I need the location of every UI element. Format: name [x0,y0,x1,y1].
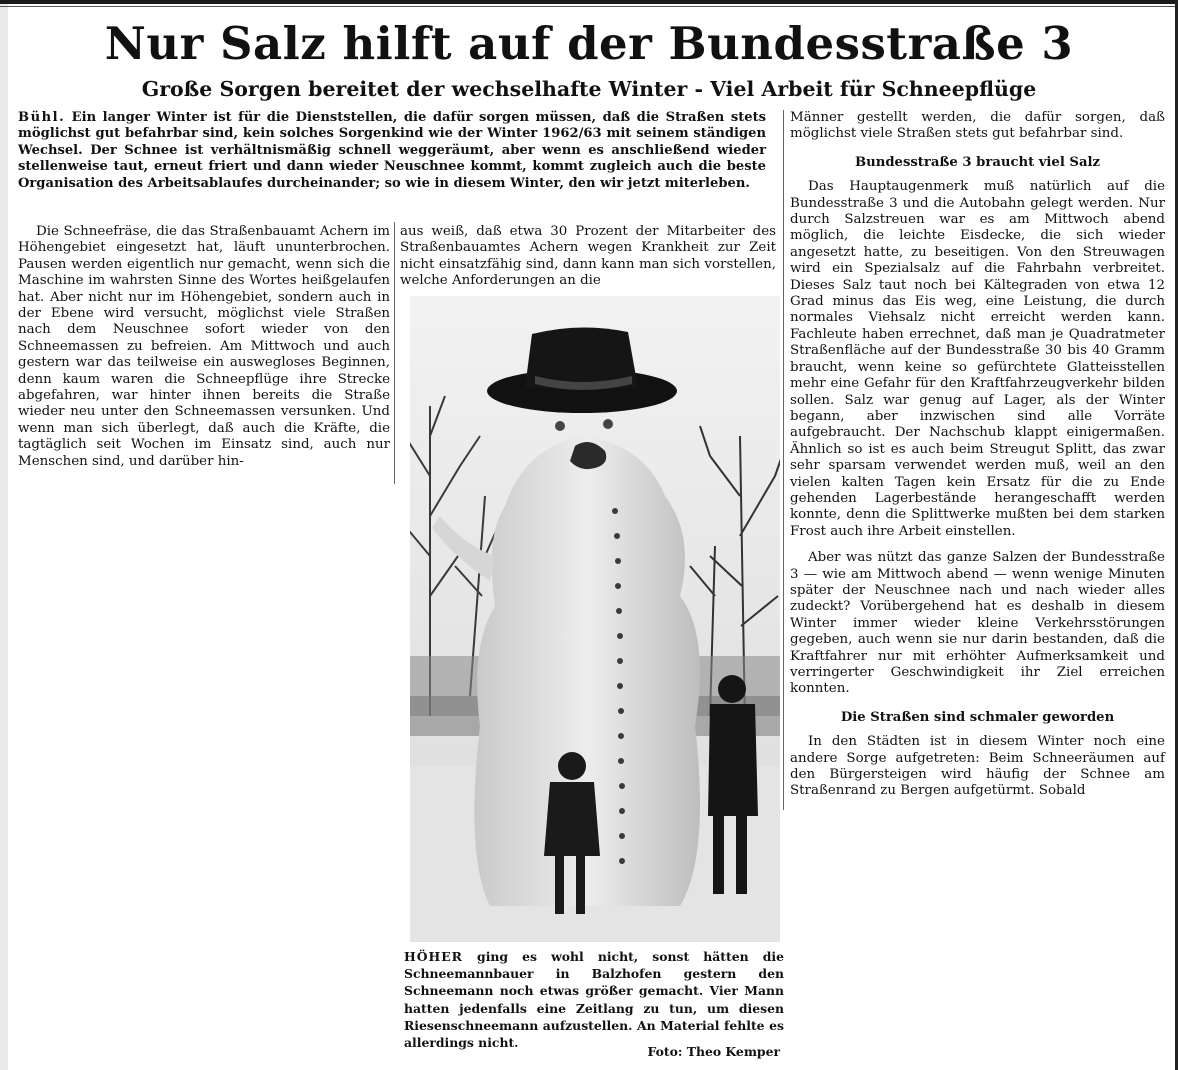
snowman-photo [410,296,780,942]
article-column-right [790,110,1165,800]
paragraph-traffic: Aber was nützt das ganze Salzen der Bundesstraße 3 — wie am Mittwoch abend — wenn wenige Minuten später der Neuschnee nach und nach wieder alles zudeckt? Vorübergehend hat es deshalb in diesem Winter immer wieder kleine Verkehrsstörungen gegeben, auch wenn sie nur darin bestanden, daß die Kraftfahrer nur mit erhöhter Aufmerksamkeit und verringerter Geschwindigkeit ihr Ziel erreichen konnten. [790,550,1165,697]
caption-lead: HÖHER [404,949,463,964]
photo-caption [404,948,784,1051]
snowman-photo-image [410,296,780,942]
column-left-text: Die Schneefräse, die das Straßenbauamt Achern im Höhengebiet eingesetzt hat, läuft ununterbrochen. Pausen werden eigentlich nur gemacht, wenn sich die Maschine im wahrsten Sinne des Wortes heißgelaufen hat. Aber nicht nur im Höhengebiet, sondern auch in der Ebene wird versucht, möglichst viele Straßen nach dem Neuschnee sofort wieder von den Schneemassen zu befreien. Am Mittwoch und auch gestern war das teilweise ein auswegloses Beginnen, denn kaum waren die Schneepflüge ihre Strecke abgefahren, war hinter ihnen bereits die Straße wieder neu unter den Schneemassen versunken. Und wenn man sich überlegt, daß auch die Kräfte, die tagtäglich seit Wochen im Einsatz sind, auch nur Menschen sind, und darüber hin- [18,224,390,469]
lead-text: Ein langer Winter ist für die Dienststellen, die dafür sorgen müssen, daß die Straßen stets möglichst gut befahrbar sind, kein solches Sorgenkind wie der Winter 1962/63 mit seinem ständigen Wechsel. Der Schnee ist verhältnismäßig schnell weggeräumt, aber wenn es anschließend wieder stellenweise taut, erneut friert und dann wieder Neuschnee kommt, kommt zugleich auch die beste Organisation des Arbeitsablaufes durcheinander; so wie in diesem Winter, den wir jetzt miterleben. [18,110,766,191]
scan-edge-left [0,0,8,1070]
headline: Nur Salz hilft auf der Bundesstraße 3 [104,17,1074,70]
lead-paragraph [18,110,766,192]
paragraph-salt: Das Hauptaugenmerk muß natürlich auf die Bundesstraße 3 und die Autobahn gelegt werden. Nur durch Salzstreuen war es am Mittwoch abend möglich, die leichte Eisdecke, die sich wieder angesetzt hatte, zu beseitigen. Von den Streuwagen wird ein Spezialsalz auf die Fahrbahn verbreitet. Dieses Salz taut noch bei Kältegraden von etwa 12 Grad minus das Eis weg, eine Leistung, die durch normales Viehsalz nicht erreicht werden kann. Fachleute haben errechnet, daß man je Quadratmeter Straßenfläche auf der Bundesstraße 30 bis 40 Gramm braucht, wenn keine so gefürchtete Glatteisstellen mehr eine Gefahr für den Kraftfahrzeugverkehr bilden sollen. Salz war genug auf Lager, als der Winter begann, aber inzwischen sind alle Vorräte aufgebraucht. Der Nachschub klappt einigermaßen. Ähnlich so ist es auch beim Streugut Splitt, das zwar sehr sparsam verwendet werden muß, weil an den vielen kalten Tagen kein Ersatz für die zu Ende gehenden Lagerbestände herangeschafft werden konnte, denn die Splittwerke mußten bei dem starken Frost auch ihre Arbeit einstellen. [790,179,1165,539]
photo-credit: Foto: Theo Kemper [647,1044,780,1059]
subheadline: Große Sorgen bereitet der wechselhafte Winter - Viel Arbeit für Schneepflüge [141,77,1037,101]
column-divider-left [394,222,395,484]
article-column-middle [400,224,776,290]
caption-text: ging es wohl nicht, sonst hätten die Schneemannbauer in Balzhofen gestern den Schneemann noch etwas größer gemacht. Vier Mann hatten jedenfalls eine Zeitlang zu tun, um diesen Riesenschneemann aufzustellen. An Material fehlte es allerdings nicht. [404,949,784,1051]
dateline: Bühl. [18,110,66,125]
top-rule [0,0,1178,4]
subheading-salt: Bundesstraße 3 braucht viel Salz [855,154,1100,170]
paragraph-streets: In den Städten ist in diesem Winter noch eine andere Sorge aufgetreten: Beim Schneeräumen auf den Bürgersteigen wird häufig der Schnee am Straßenrand zu Bergen aufgetürmt. Sobald [790,734,1165,799]
article-column-left [18,224,390,470]
column-divider-right [783,110,784,810]
column-middle-text: aus weiß, daß etwa 30 Prozent der Mitarbeiter des Straßenbauamtes Achern wegen Krankheit zur Zeit nicht einsatzfähig sind, dann kann man sich vorstellen, welche Anforderungen an die [400,224,776,289]
subheading-streets: Die Straßen sind schmaler geworden [840,709,1115,725]
column-right-continuation: Männer gestellt werden, die dafür sorgen, daß möglichst viele Straßen stets gut befahrbar sind. [790,110,1165,142]
top-rule-thin [0,6,1178,7]
